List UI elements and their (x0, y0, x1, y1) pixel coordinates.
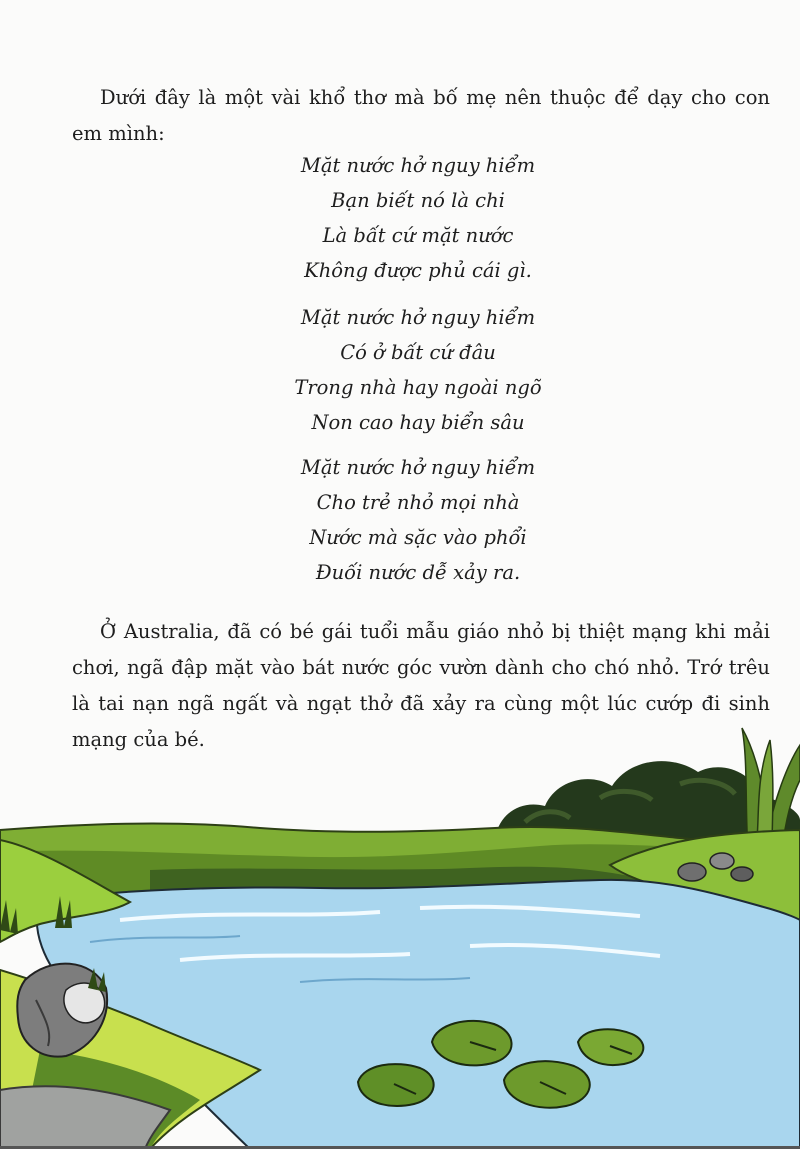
poem-line: Trong nhà hay ngoài ngõ (294, 376, 542, 399)
poem-line: Cho trẻ nhỏ mọi nhà (316, 491, 520, 514)
poem-stanza-3 (0, 450, 800, 590)
pond-illustration (0, 720, 800, 1149)
poem-stanza-1 (0, 148, 800, 288)
poem-line: Mặt nước hở nguy hiểm (300, 306, 536, 329)
poem-line: Bạn biết nó là chi (331, 189, 505, 212)
intro-paragraph: Dưới đây là một vài khổ thơ mà bố mẹ nên thuộc để dạy cho con em mình: (72, 86, 770, 145)
poem-line: Có ở bất cứ đâu (340, 341, 496, 364)
poem-line: Là bất cứ mặt nước (322, 224, 514, 247)
poem-line: Mặt nước hở nguy hiểm (300, 154, 536, 177)
story-paragraph: Ở Australia, đã có bé gái tuổi mẫu giáo nhỏ bị thiệt mạng khi mải chơi, ngã đập mặt vào bát nước góc vườn dành cho chó nhỏ. Trớ trêu là tai nạn ngã ngất và ngạt thở đã xảy ra cùng một lúc cướp đi sinh mạng của bé. (72, 620, 770, 751)
poem-line: Không được phủ cái gì. (304, 259, 532, 282)
poem-line: Mặt nước hở nguy hiểm (300, 456, 536, 479)
poem-line: Non cao hay biển sâu (311, 411, 525, 434)
poem-stanza-2 (0, 300, 800, 440)
poem-line: Đuối nước dễ xảy ra. (315, 561, 521, 584)
poem-line: Nước mà sặc vào phổi (309, 526, 527, 549)
